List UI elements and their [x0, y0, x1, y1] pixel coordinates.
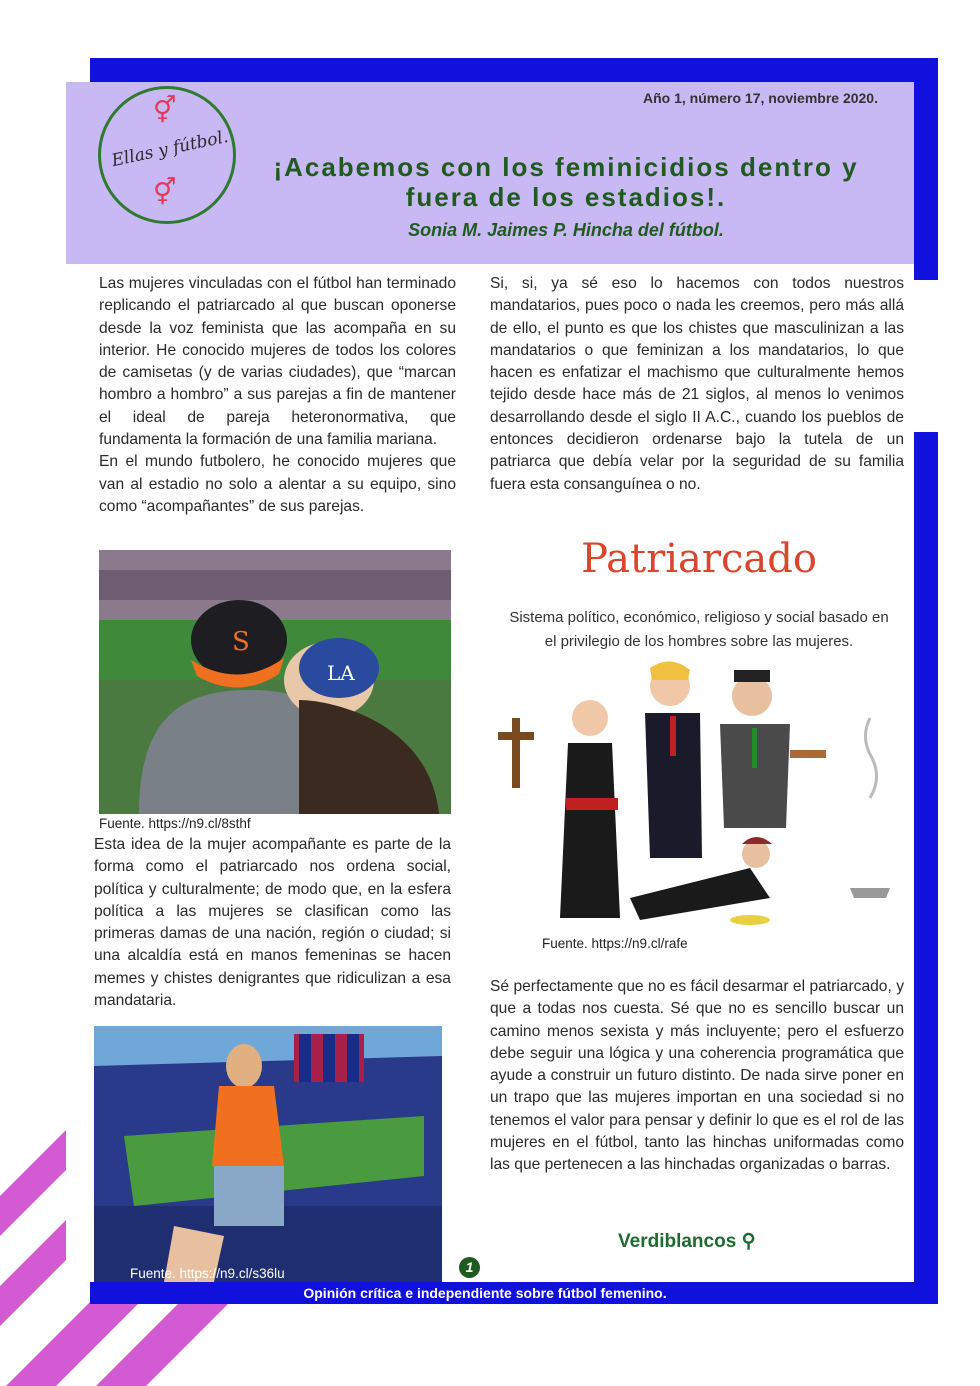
- patriarcado-infographic: [490, 528, 908, 954]
- paragraph: Las mujeres vinculadas con el fútbol han terminado replicando el patriarcado al que buscan oponerse desde la voz feminista que las acompaña en su interior. He conocido mujeres de todos los colores de camisetas (y de varias ciudades), que “marcan hombro a hombro” a sus parejas a fin de mantener el ideal de pareja heteronormativa, que fundamenta la formación de una familia mariana.: [99, 275, 456, 449]
- logo-text: Ellas y fútbol.: [109, 126, 231, 172]
- infographic-title: Patriarcado: [581, 536, 817, 582]
- photo-caption: Fuente. https://n9.cl/8sthf: [99, 816, 251, 831]
- verdiblancos-logo: [618, 1230, 755, 1253]
- logo: [98, 86, 236, 224]
- left-column-body: [94, 834, 451, 1012]
- female-symbol-icon: ⚲: [741, 1231, 756, 1252]
- article-title: ¡Acabemos con los feminicidios dentro y fuera de los estadios!.: [273, 152, 859, 212]
- gender-symbol-icon: ⚥: [153, 95, 177, 125]
- photo-camp-nou: [94, 1026, 442, 1282]
- right-column-body: [490, 976, 904, 1177]
- photo-caption: Fuente. https://n9.cl/s36lu: [130, 1266, 285, 1281]
- header-banner: [66, 82, 914, 264]
- infographic-subtitle: Sistema político, económico, religioso y social basado en el privilegio de los hombres sobre las mujeres.: [509, 609, 889, 650]
- infographic-illustration: [490, 658, 908, 928]
- left-column-intro: [99, 273, 456, 518]
- brand-name: Verdiblancos: [618, 1231, 737, 1252]
- article-author: Sonia M. Jaimes P. Hincha del fútbol.: [408, 220, 724, 240]
- infographic-caption: Fuente. https://n9.cl/rafe: [542, 936, 688, 951]
- svg-text:LA: LA: [327, 661, 355, 685]
- paragraph: En el mundo futbolero, he conocido mujeres que van al estadio no solo a alentar a su equipo, sino como “acompañantes” de sus parejas.: [99, 453, 456, 515]
- gender-symbol-icon: ⚥: [153, 177, 177, 207]
- page-number: 1: [459, 1257, 480, 1278]
- paragraph: Si, si, ya sé eso lo hacemos con todos nuestros mandatarios, pues poco o nada les creemos, pero más allá de ello, el punto es que los chistes que masculinizan a las mandatarios o que feminizan a los mandatarios, lo que hacen es enfatizar el machismo que culturalmente hemos tejido desde hace más de 21 siglos, al menos lo venimos desarrollando desde el siglo II A.C., cuando los pueblos de entonces decidieron ordenarse bajo la tutela de un patriarca que debía velar por la seguridad de su familia fuera esta consanguínea o no.: [490, 275, 904, 493]
- svg-text:S: S: [232, 627, 250, 657]
- paragraph: Esta idea de la mujer acompañante es parte de la forma como el patriarcado nos ordena social, política y culturalmente; de modo que, en la esfera política a las mujeres se clasifican como las primeras damas de una nación, región o ciudad; si una alcaldía está en manos femeninas se hacen memes y chistes denigrantes que ridiculizan a esa mandataria.: [94, 836, 451, 1010]
- photo-stadium-couple: [99, 550, 451, 814]
- right-column-intro: [490, 273, 904, 496]
- paragraph: Sé perfectamente que no es fácil desarmar el patriarcado, y que a todas nos cuesta. Sé que no es sencillo buscar un camino menos sexista y más incluyente; pero el esfuerzo debe seguir una lógica y una coherencia programática que ayude a construir un futuro distinto. De nada sirve poner en un trapo que las mujeres importan en una sociedad si no tenemos el valor para pensar y definir lo que es el rol de las mujeres en el fútbol, tanto las hinchas uniformadas como las que pertenecen a las hinchadas organizadas o barras.: [490, 978, 904, 1174]
- blue-frame-right: [914, 432, 938, 1304]
- footer-tagline: Opinión crítica e independiente sobre fútbol femenino.: [303, 1285, 667, 1301]
- issue-info: Año 1, número 17, noviembre 2020.: [643, 90, 878, 106]
